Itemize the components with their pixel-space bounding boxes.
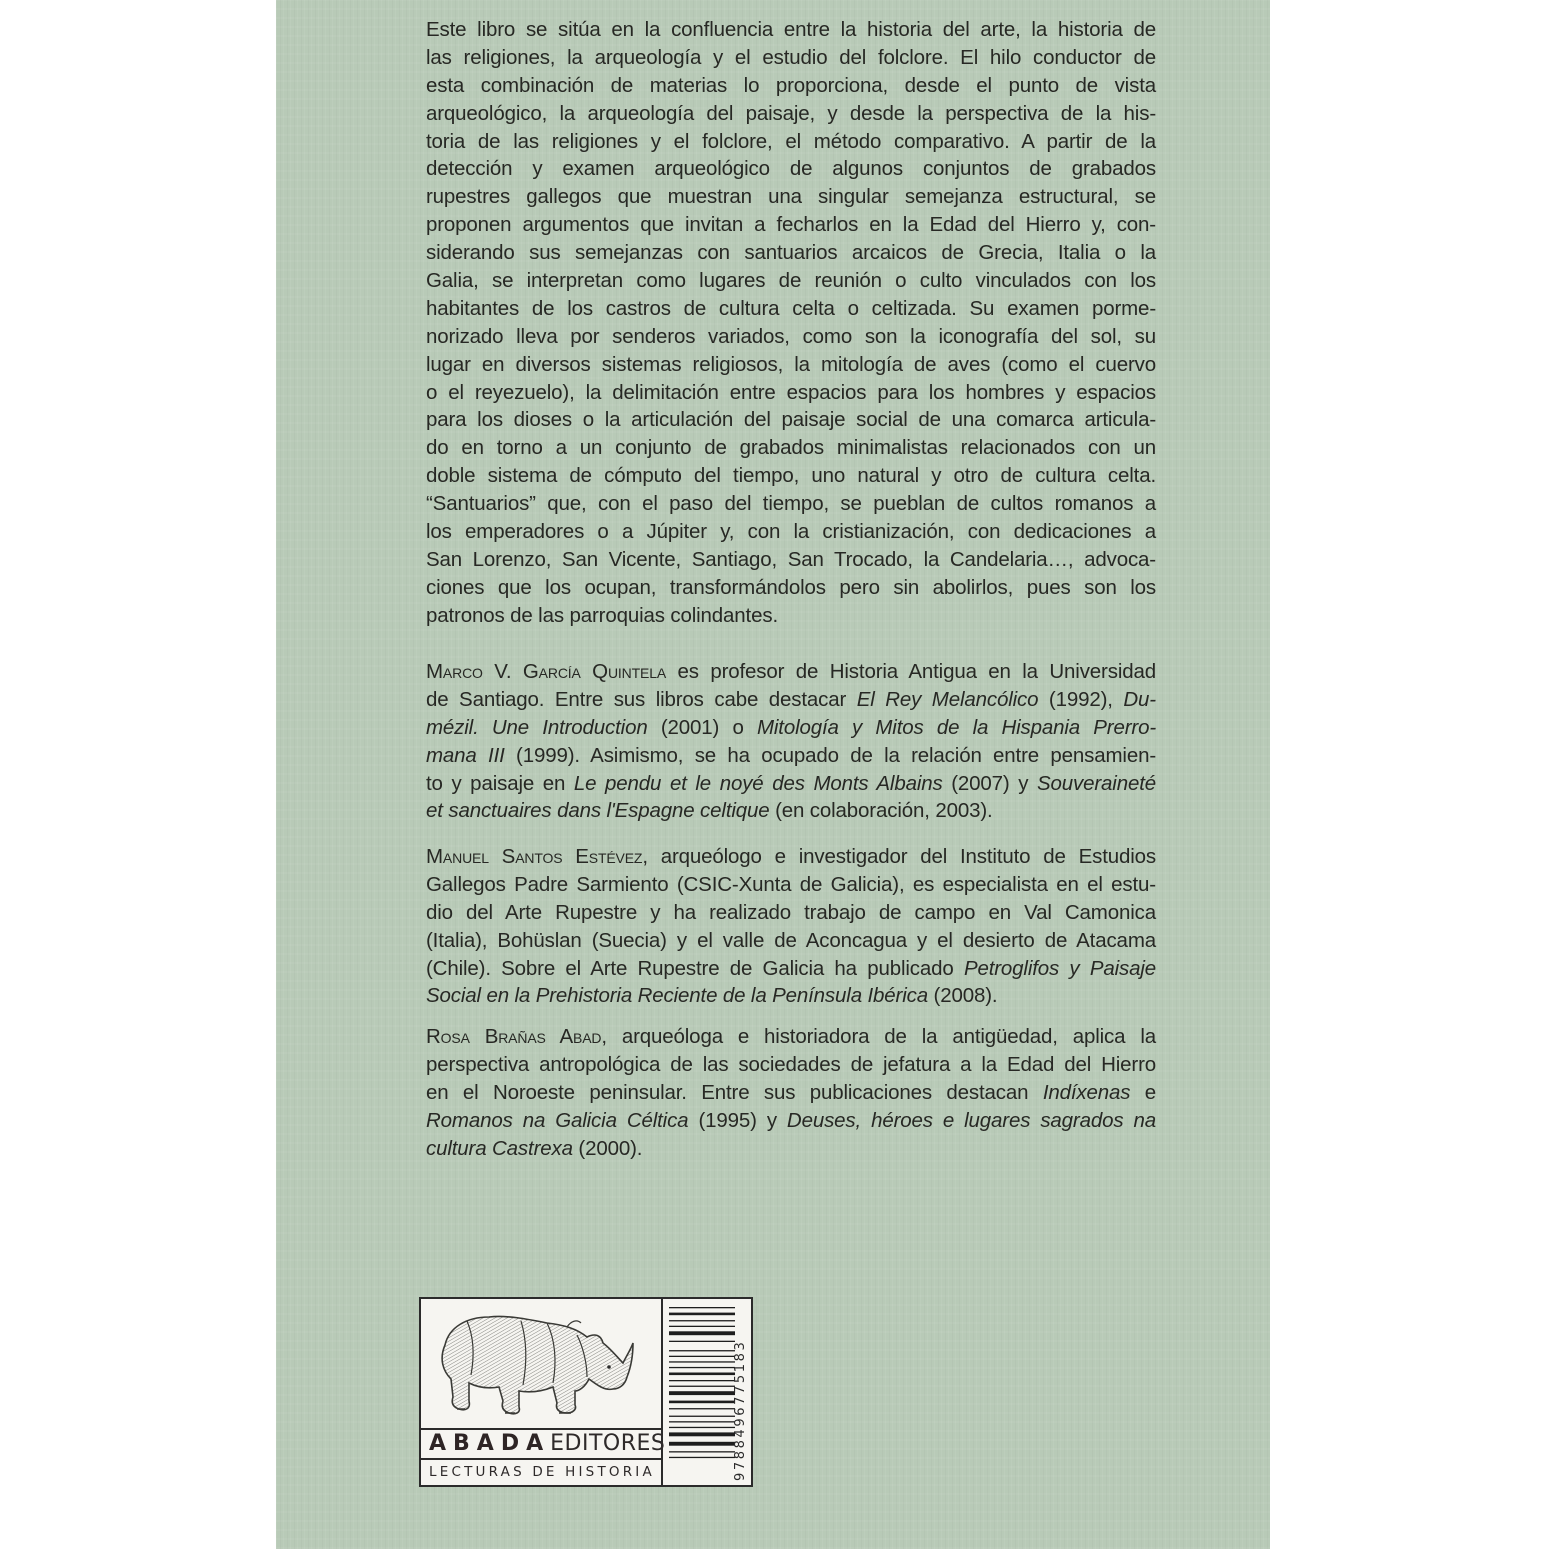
publisher-name (421, 1428, 666, 1460)
bio-text: e (1130, 1080, 1157, 1104)
book-title: et sanctuaires dans l'Espagne celtique (426, 799, 770, 823)
synopsis-line: norizado lleva por senderos variados, como son la iconografía del sol, su (426, 324, 1156, 348)
author-name: Marco V. García Quintela (426, 660, 667, 683)
series-name: LECTURAS DE HISTORIA (429, 1464, 655, 1480)
bio-line (426, 797, 1156, 825)
isbn-barcode (663, 1299, 751, 1485)
bio-text: (1995) y (688, 1108, 787, 1132)
book-title: mana III (426, 743, 505, 767)
synopsis-line: Galia, se interpretan como lugares de reunión o culto vinculados con los (426, 269, 1156, 293)
bio-text: (Italia), Bohüslan (Suecia) y el valle de Aconcagua y el desierto de Atacama (426, 928, 1156, 952)
synopsis-line: patronos de las parroquias colindantes. (426, 603, 778, 627)
book-title: El Rey Melancólico (856, 687, 1039, 711)
synopsis-line: para los dioses o la articulación del paisaje social de una comarca articula- (426, 408, 1156, 432)
bio-line (426, 871, 1156, 899)
bio-line (426, 1079, 1156, 1107)
bio-line (426, 770, 1156, 798)
bio-text: es profesor de Historia Antigua en la Universidad (666, 660, 1156, 683)
book-title: cultura Castrexa (426, 1136, 573, 1160)
bio-text: (2000). (572, 1136, 643, 1160)
synopsis-line: siderando sus semejanzas con santuarios arcaicos de Grecia, Italia o la (426, 241, 1156, 265)
bio-text: Gallegos Padre Sarmiento (CSIC-Xunta de Galicia), es especialista en el estu- (426, 872, 1156, 896)
bio-text: (2008). (927, 984, 998, 1008)
publisher-name-bold: ABADA (429, 1431, 551, 1456)
synopsis-line: o el reyezuelo), la delimitación entre espacios para los hombres y espacios (426, 380, 1156, 404)
book-back-cover (276, 0, 1270, 1549)
synopsis-line: do en torno a un conjunto de grabados minimalistas relacionados con un (426, 436, 1156, 460)
synopsis-line: arqueológico, la arqueología del paisaje, y desde la perspectiva de la his- (426, 101, 1156, 125)
bio-text: (2001) o (647, 715, 757, 739)
bio-text: , arqueóloga e historiadora de la antigüedad, aplica la (601, 1025, 1156, 1048)
book-title: Du- (1123, 687, 1156, 711)
author-name: Rosa Brañas Abad (426, 1025, 602, 1048)
bio-text: (Chile). Sobre el Arte Rupestre de Galicia ha publicado (426, 956, 964, 980)
bio-line (426, 658, 1156, 686)
bio-line (426, 1023, 1156, 1051)
bio-line (426, 1135, 1156, 1163)
synopsis-line: proponen argumentos que invitan a fecharlos en la Edad del Hierro y, con- (426, 213, 1156, 237)
bio-line (426, 1107, 1156, 1135)
synopsis-line: “Santuarios” que, con el paso del tiempo, se pueblan de cultos romanos a (426, 492, 1156, 516)
synopsis-line: Este libro se sitúa en la confluencia entre la historia del arte, la historia de (426, 18, 1156, 41)
synopsis-line: detección y examen arqueológico de algunos conjuntos de grabados (426, 157, 1156, 181)
bio-text: de Santiago. Entre sus libros cabe destacar (426, 687, 857, 711)
publisher-logo-box (419, 1297, 753, 1487)
bio-line (426, 982, 1156, 1010)
book-title: Le pendu et le noyé des Monts Albains (573, 771, 943, 795)
author-bio-santos-estevez (426, 843, 1156, 1010)
bio-line (426, 1051, 1156, 1079)
book-title: Mitología y Mitos de la Hispania Prerro- (756, 715, 1157, 739)
synopsis-line: doble sistema de cómputo del tiempo, uno natural y otro de cultura celta. (426, 464, 1156, 488)
synopsis-line: San Lorenzo, San Vicente, Santiago, San Trocado, la Candelaria…, advoca- (426, 547, 1156, 571)
bio-text: dio del Arte Rupestre y ha realizado trabajo de campo en Val Camonica (426, 900, 1156, 924)
bio-text: (2007) y (942, 771, 1037, 795)
publisher-name-light: EDITORES (550, 1431, 666, 1456)
publisher-logo (421, 1299, 666, 1485)
synopsis-line: lugar en diversos sistemas religiosos, la mitología de aves (como el cuervo (426, 352, 1156, 376)
book-title: Petroglifos y Paisaje (963, 956, 1156, 980)
author-bio-branas-abad (426, 1023, 1156, 1162)
bio-text: perspectiva antropológica de las sociedades de jefatura a la Edad del Hierro (426, 1052, 1156, 1076)
synopsis-paragraph (426, 16, 1156, 630)
bio-text: , arqueólogo e investigador del Instituto de Estudios (642, 845, 1156, 868)
author-name: Manuel Santos Estévez (426, 845, 643, 868)
author-bio-garcia-quintela (426, 658, 1156, 825)
synopsis-line: toria de las religiones y el folclore, el método comparativo. A partir de la (426, 129, 1156, 153)
book-title: Romanos na Galicia Céltica (426, 1108, 689, 1132)
rhinoceros-engraving-icon (427, 1305, 652, 1425)
bio-line (426, 742, 1156, 770)
synopsis-line: los emperadores o a Júpiter y, con la cristianización, con dedicaciones a (426, 520, 1156, 544)
synopsis-line: habitantes de los castros de cultura celta o celtizada. Su examen porme- (426, 296, 1156, 320)
svg-text:9788496775183: 9788496775183 (733, 1339, 748, 1481)
book-title: Souveraineté (1037, 771, 1157, 795)
bio-text: en el Noroeste peninsular. Entre sus publicaciones destacan (426, 1080, 1043, 1104)
bio-line (426, 899, 1156, 927)
book-title: mézil. Une Introduction (426, 715, 648, 739)
synopsis-line: ciones que los ocupan, transformándolos pero sin abolirlos, pues son los (426, 575, 1156, 599)
bio-line (426, 927, 1156, 955)
synopsis-line: esta combinación de materias lo proporciona, desde el punto de vista (426, 73, 1156, 97)
bio-line (426, 686, 1156, 714)
bio-line (426, 843, 1156, 871)
book-title: Social en la Prehistoria Reciente de la Península Ibérica (426, 984, 928, 1008)
book-title: Indíxenas (1042, 1080, 1131, 1104)
bio-line (426, 955, 1156, 983)
book-title: Deuses, héroes e lugares sagrados na (786, 1108, 1156, 1132)
bio-line (426, 714, 1156, 742)
bio-text: (1999). Asimismo, se ha ocupado de la relación entre pensamien- (504, 743, 1156, 767)
bio-text: to y paisaje en (426, 771, 574, 795)
bio-text: (en colaboración, 2003). (769, 799, 993, 823)
synopsis-line: las religiones, la arqueología y el estudio del folclore. El hilo conductor de (426, 45, 1156, 69)
bio-text: (1992), (1038, 687, 1124, 711)
synopsis-line: rupestres gallegos que muestran una singular semejanza estructural, se (426, 185, 1156, 209)
